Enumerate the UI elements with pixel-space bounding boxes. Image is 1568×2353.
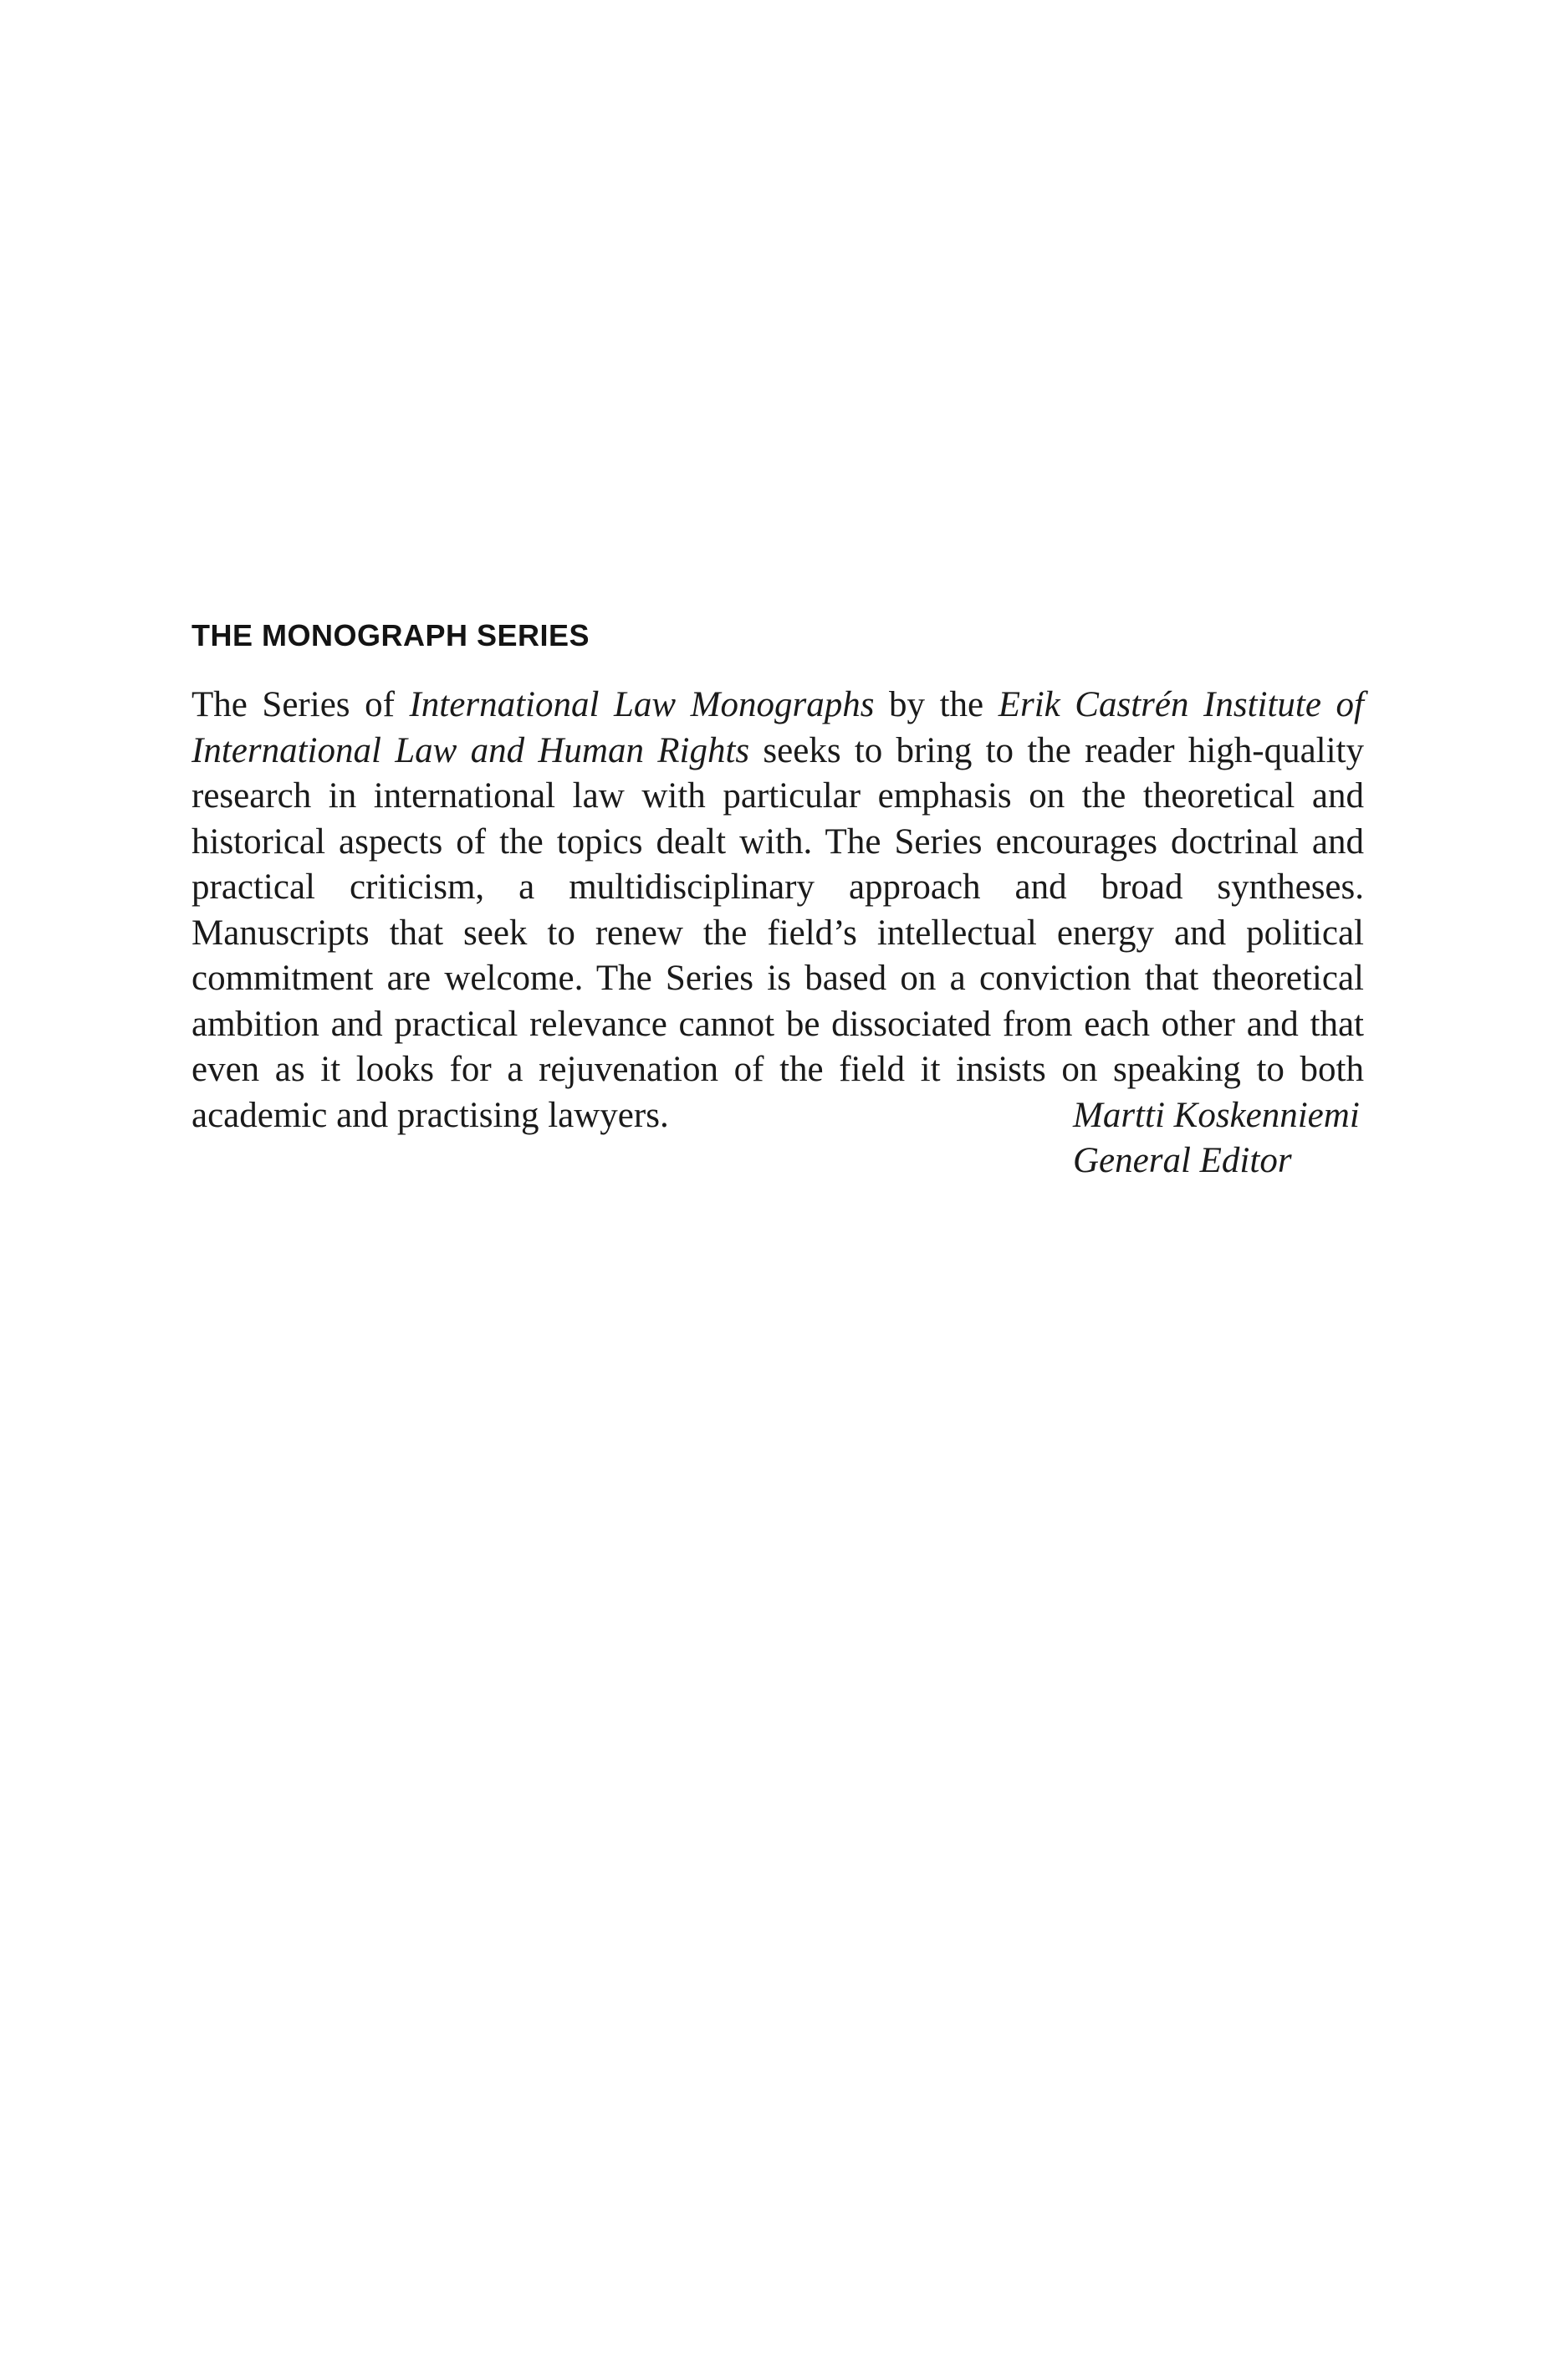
paragraph-text-1: The Series of bbox=[192, 685, 410, 724]
signature-block bbox=[1073, 1093, 1360, 1184]
editor-name: Martti Koskenniemi bbox=[1073, 1096, 1360, 1135]
paragraph-text-2: by the bbox=[874, 685, 999, 724]
series-title: International Law Monographs bbox=[409, 685, 875, 724]
series-description-paragraph bbox=[192, 683, 1364, 1138]
institute-name: Erik Castrén Institute of International Law and Human Rights bbox=[192, 685, 1364, 770]
editor-role: General Editor bbox=[1073, 1141, 1292, 1180]
series-description-section bbox=[192, 617, 1364, 1138]
section-heading: THE MONOGRAPH SERIES bbox=[192, 618, 590, 652]
paragraph-text-3: seeks to bring to the reader high-quality research in international law with particular emphasis on the theoretical and historical aspects of the topics dealt with. The Series encourages doctrinal and practical criticism, a multidisciplinary approach and broad syntheses. Manuscripts that seek to renew the field’s intellectual energy and political commitment are welcome. The Series is based on a conviction that theoretical ambition and practical relevance cannot be dissociated from each other and that even as it looks for a rejuvenation of the field it insists on speaking to both academic and practising lawyers. bbox=[192, 730, 1364, 1135]
